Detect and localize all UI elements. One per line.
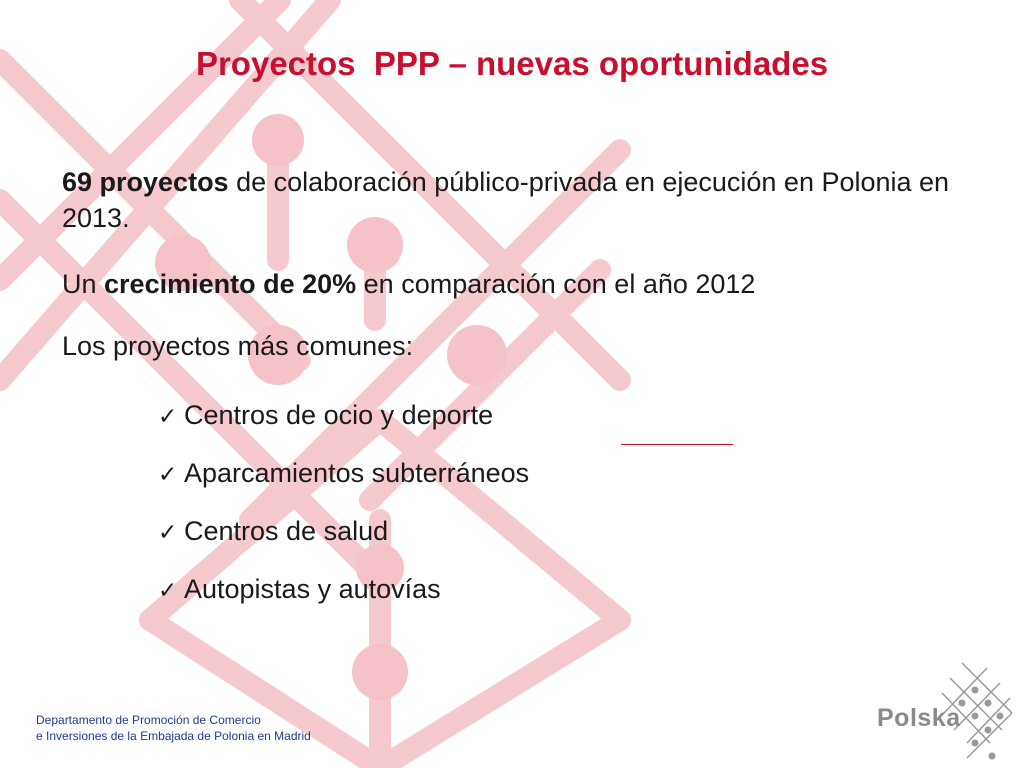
footer-line-1: Departamento de Promoción de Comercio [36,713,261,727]
checkmark-icon: ✓ [158,578,178,604]
project-checklist [158,392,529,624]
paragraph-growth-text: en comparación con el año 2012 [356,269,756,299]
paragraph-projects-text: de colaboración público-privada en ejecución en Polonia en 2013. [62,167,950,233]
paragraph-growth-bold: crecimiento de 20% [104,269,357,299]
paragraph-projects-bold: 69 proyectos [62,167,229,197]
checkmark-icon: ✓ [158,462,178,488]
divider-line [621,444,733,445]
footer-line-2: e Inversiones de la Embajada de Polonia en Madrid [36,729,311,743]
paragraph-common-projects: Los proyectos más comunes: [62,331,414,361]
checkmark-icon: ✓ [158,520,178,546]
list-item-label: Centros de ocio y deporte [184,400,494,430]
footer-department [36,712,311,744]
list-item-label: Aparcamientos subterráneos [184,458,530,488]
list-item [158,508,529,566]
polska-logo-text: Polska [877,704,961,732]
paragraph-growth-prefix: Un [62,269,105,299]
list-item [158,392,529,450]
checkmark-icon: ✓ [158,404,178,430]
list-item [158,450,529,508]
paragraph-growth [62,266,962,302]
slide-title: Proyectos PPP – nuevas oportunidades [195,45,829,82]
list-item-label: Centros de salud [184,516,389,546]
paragraph-projects [62,164,962,236]
list-item [158,566,529,624]
list-item-label: Autopistas y autovías [184,574,441,604]
